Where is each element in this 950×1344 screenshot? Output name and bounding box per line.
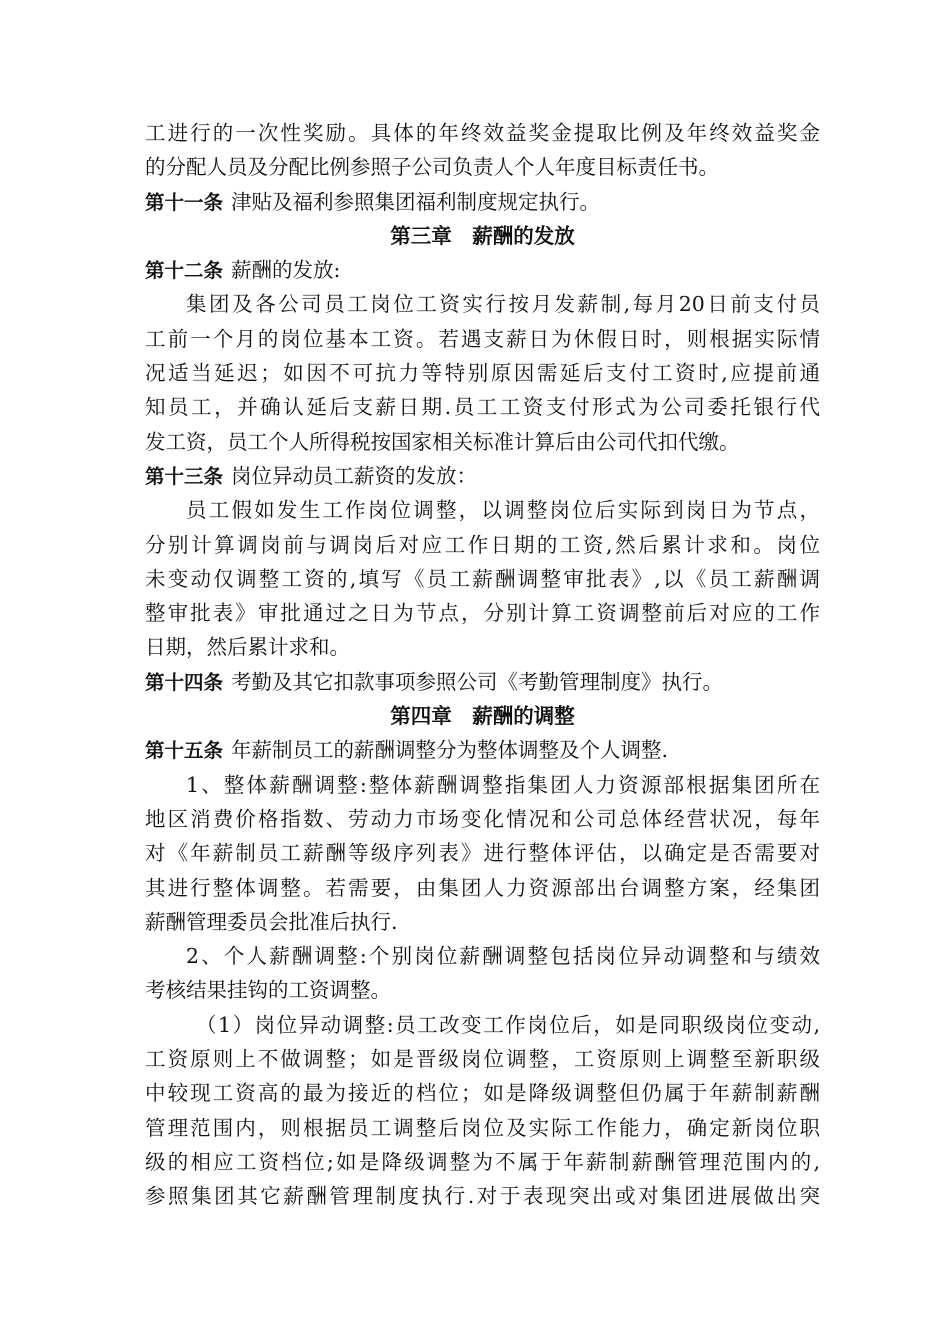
article-text: 岗位异动员工薪资的发放：: [231, 463, 478, 488]
text-line: （1）岗位异动调整:员工改变工作岗位后，如是同职级岗位变动,: [196, 1012, 820, 1037]
text-line: 考核结果挂钩的工资调整。: [145, 978, 391, 1003]
article-15: [145, 733, 820, 767]
article-12: [145, 253, 820, 287]
text-line: 的分配人员及分配比例参照子公司负责人个人年度目标责任书。: [145, 155, 719, 180]
text-line: 集团及各公司员工岗位工资实行按月发薪制,每月20日前支付员: [186, 292, 820, 317]
text-line: 对《年薪制员工薪酬等级序列表》进行整体评估，以确定是否需要对: [145, 841, 820, 866]
text-line: 参照集团其它薪酬管理制度执行.对于表现突出或对集团进展做出突: [145, 1184, 820, 1209]
article-text: 津贴及福利参照集团福利制度规定执行。: [231, 189, 601, 214]
article-text: 考勤及其它扣款事项参照公司《考勤管理制度》执行。: [231, 669, 724, 694]
text-line: 工资原则上不做调整；如是晋级岗位调整，工资原则上调整至新职级: [145, 1047, 820, 1072]
text-line: 未变动仅调整工资的,填写《员工薪酬调整审批表》,以《员工薪酬调: [145, 566, 820, 591]
text-line: 工前一个月的岗位基本工资。若遇支薪日为休假日时，则根据实际情: [145, 326, 820, 351]
document-body: [145, 116, 820, 1214]
article-label: 第十二条: [145, 259, 224, 283]
text-line: 发工资，员工个人所得税按国家相关标准计算后由公司代扣代缴。: [145, 429, 740, 454]
article-label: 第十一条: [145, 190, 224, 214]
text-line: 整审批表》审批通过之日为节点，分别计算工资调整前后对应的工作: [145, 601, 820, 626]
chapter-heading: 第三章 薪酬的发放: [390, 223, 575, 248]
article-label: 第十五条: [145, 739, 224, 763]
text-line: 中较现工资高的最为接近的档位；如是降级调整但仍属于年薪制薪酬: [145, 1081, 820, 1106]
text-line: 地区消费价格指数、劳动力市场变化情况和公司总体经营状况，每年: [145, 806, 820, 831]
article-13: [145, 459, 820, 493]
article-text: 年薪制员工的薪酬调整分为整体调整及个人调整.: [231, 738, 669, 763]
chapter-heading: 第四章 薪酬的调整: [390, 704, 575, 729]
text-line: 管理范围内，则根据员工调整后岗位及实际工作能力，确定新岗位职: [145, 1115, 820, 1140]
article-label: 第十三条: [145, 464, 224, 488]
article-14: [145, 665, 820, 699]
text-line: 况适当延迟；如因不可抗力等特别原因需延后支付工资时,应提前通: [145, 361, 820, 386]
text-line: 薪酬管理委员会批准后执行.: [145, 909, 398, 934]
text-line: 日期，然后累计求和。: [145, 635, 350, 660]
text-line: 员工假如发生工作岗位调整，以调整岗位后实际到岗日为节点，: [186, 498, 820, 523]
article-text: 薪酬的发放:: [231, 258, 341, 283]
text-line: 级的相应工资档位;如是降级调整为不属于年薪制薪酬管理范围内的,: [145, 1149, 820, 1174]
text-line: 其进行整体调整。若需要，由集团人力资源部出台调整方案，经集团: [145, 875, 820, 900]
article-label: 第十四条: [145, 670, 224, 694]
text-line: 2、个人薪酬调整:个别岗位薪酬调整包括岗位异动调整和与绩效: [186, 944, 820, 969]
text-line: 工进行的一次性奖励。具体的年终效益奖金提取比例及年终效益奖金: [145, 121, 820, 145]
text-line: 知员工，并确认延后支薪日期.员工工资支付形式为公司委托银行代: [145, 395, 820, 420]
text-line: 1、整体薪酬调整:整体薪酬调整指集团人力资源部根据集团所在: [186, 772, 820, 797]
text-line: 分别计算调岗前与调岗后对应工作日期的工资,然后累计求和。岗位: [145, 532, 820, 557]
article-11: [145, 185, 820, 219]
